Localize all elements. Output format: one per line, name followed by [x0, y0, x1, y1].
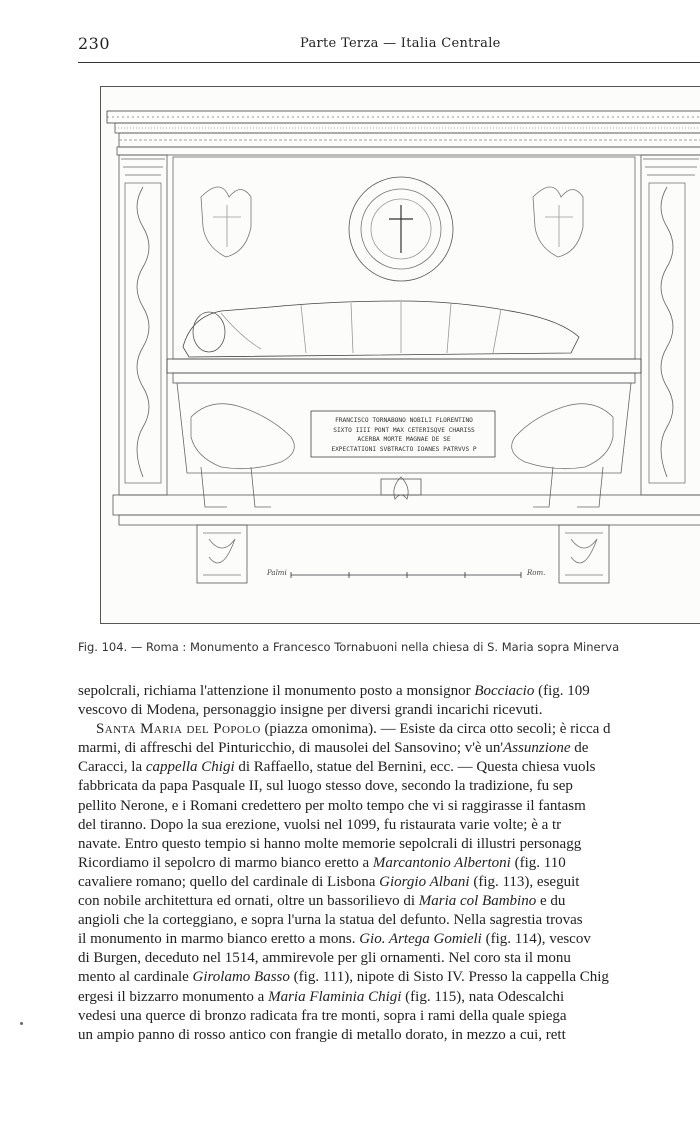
text-line: vedesi una querce di bronzo radicata fra tre monti, sopra i rami della quale spiega — [78, 1007, 567, 1024]
text-line: ergesi il bizzarro monumento a Maria Flaminia Chigi (fig. 115), nata Odescalchi — [78, 988, 565, 1005]
running-title: Parte Terza — Italia Centrale — [300, 36, 501, 51]
margin-speck — [20, 1022, 23, 1025]
page-header — [0, 28, 700, 54]
inscription-line: SIXTO IIII PONT MAX CETERISQVE CHARISS — [333, 426, 475, 434]
text-line: navate. Entro questo tempio si hanno molte memorie sepolcrali di illustri personagg — [78, 835, 582, 852]
caption-label: Fig. 104. — [78, 640, 128, 654]
figure-engraving — [100, 86, 700, 624]
text-line: di Burgen, deceduto nel 1514, ammirevole per gli ornamenti. Nel coro sta il monu — [78, 950, 571, 967]
section-heading: Santa Maria del Popolo — [96, 721, 261, 738]
text-line: marmi, di affreschi del Pinturicchio, di mausolei del Sansovino; v'è un'Assunzione de — [78, 740, 589, 757]
tomb-monument-engraving — [101, 87, 700, 623]
text-line: con nobile architettura ed ornati, oltre un bassorilievo di Maria col Bambino e du — [78, 893, 566, 910]
caption-dash: — — [130, 640, 143, 654]
text-line: il monumento in marmo bianco eretto a mons. Gio. Artega Gomieli (fig. 114), vescov — [78, 931, 591, 948]
text-line: sepolcrali, richiama l'attenzione il monumento posto a monsignor Bocciacio (fig. 109 — [78, 683, 590, 699]
scale-label-right: Rom. — [527, 569, 546, 577]
page-number: 230 — [78, 34, 111, 53]
text-line: Caracci, la cappella Chigi di Raffaello, statue del Bernini, ecc. — Questa chiesa vuols — [78, 759, 596, 776]
text-line: un ampio panno di rosso antico con frangie di metallo dorato, in mezzo a cui, rett — [78, 1026, 566, 1043]
text-line: del tiranno. Dopo la sua erezione, vuolsi nel 1099, fu ristaurata varie volte; è a tr — [78, 816, 562, 833]
figure-caption — [78, 640, 700, 654]
text-line: fabbricata da papa Pasquale II, sul luogo stesso dove, secondo la tradizione, fu sep — [78, 778, 573, 795]
caption-text: Roma : Monumento a Francesco Tornabuoni nella chiesa di S. Maria sopra Minerva — [146, 640, 620, 654]
text-line: Ricordiamo il sepolcro di marmo bianco eretto a Marcantonio Albertoni (fig. 110 — [78, 854, 566, 871]
text-line: Santa Maria del Popolo (piazza omonima). — Esiste da circa otto secoli; è ricca d — [96, 721, 611, 738]
text-line: angioli che la corteggiano, e sopra l'urna la statua del defunto. Nella sagrestia trovas — [78, 912, 583, 929]
inscription-line: FRANCISCO TORNABONO NOBILI FLORENTINO — [335, 417, 473, 424]
header-rule — [78, 62, 700, 63]
inscription-line: EXPECTATIONI SVBTRACTO IOANES PATRVVS P — [331, 445, 477, 453]
text-line: cavaliere romano; quello del cardinale di Lisbona Giorgio Albani (fig. 113), eseguit — [78, 873, 580, 890]
text-line: mento al cardinale Girolamo Basso (fig. 111), nipote di Sisto IV. Presso la cappella Chig — [78, 969, 609, 986]
body-text — [78, 682, 700, 1045]
text-line: vescovo di Modena, personaggio insigne per diversi grandi incarichi ricevuti. — [78, 702, 543, 719]
scale-label-left: Palmi — [267, 569, 287, 577]
inscription-line: ACERBA MORTE MAGNAE DE SE — [357, 436, 451, 443]
text-line: pellito Nerone, e i Romani credettero per molto tempo che vi si raggirasse il fantasm — [78, 797, 586, 814]
